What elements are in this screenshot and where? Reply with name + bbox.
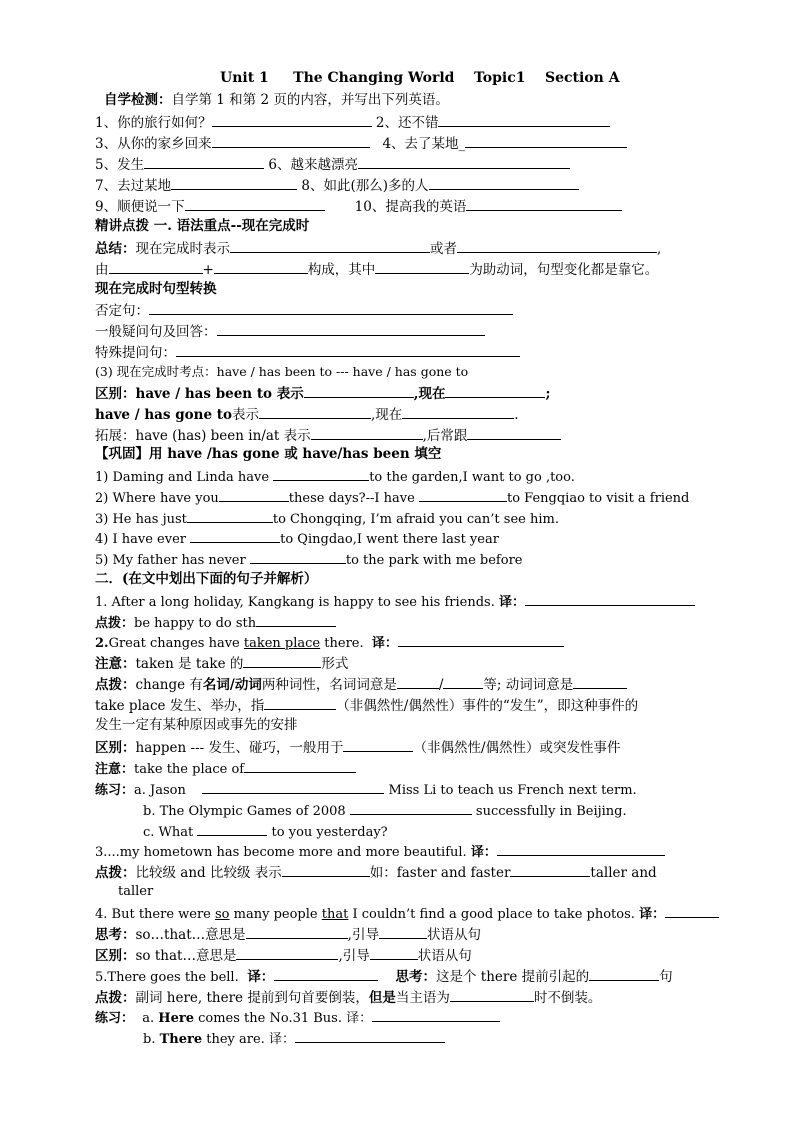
blank-line[interactable] [443, 674, 483, 689]
blank-line[interactable] [230, 238, 430, 253]
blank-line[interactable] [176, 342, 520, 357]
selfcheck-line: 自学检测：自学第 1 和第 2 页的内容，并写出下列英语。 [104, 92, 449, 108]
blank-line[interactable] [372, 1007, 500, 1022]
blank-line[interactable] [665, 903, 719, 918]
tip-5: 点拨：副词 here, there 提前到句首要倒装，但是当主语为 时不倒装。 [95, 987, 601, 1008]
note-take-place: 注意：take the place of [95, 758, 356, 779]
tip-1: 点拨：be happy to do sth [95, 612, 336, 633]
summary-line: 总结：现在完成时表示 或者 , [95, 238, 661, 259]
note-2: 注意：taken 是 take 的 形式 [95, 653, 348, 674]
sentence-4: 4. But there were so many people that I couldn’t find a good place to take photos. 译： [95, 903, 719, 924]
blank-line[interactable] [450, 987, 534, 1002]
page-title: Unit 1 The Changing World Topic1 Section A [220, 70, 620, 86]
blank-line[interactable] [398, 632, 564, 647]
practice-a: 练习：a. Jason Miss Li to teach us French next term. [95, 779, 637, 800]
blank-line[interactable] [214, 259, 308, 274]
vocab-row [95, 112, 610, 133]
vocab-row [95, 133, 627, 154]
vocab-item: 5、发生 [95, 157, 145, 173]
blank-line[interactable] [212, 133, 370, 148]
blank-line[interactable] [212, 112, 372, 127]
blank-line[interactable] [525, 591, 695, 606]
vocab-item: 2、还不错 [375, 115, 439, 131]
blank-line[interactable] [144, 154, 264, 169]
vocab-item: 10、提高我的英语 [354, 199, 467, 215]
tip-3-cont: taller [118, 884, 154, 899]
blank-line[interactable] [246, 924, 348, 939]
blank-line[interactable] [402, 404, 514, 419]
blank-line[interactable] [589, 966, 659, 981]
blank-line[interactable] [250, 549, 346, 564]
blank-line[interactable] [510, 862, 590, 877]
exercise-item: 4) I have ever to Qingdao,I went there last year [95, 528, 499, 549]
blank-line[interactable] [573, 674, 627, 689]
blank-line[interactable] [457, 238, 657, 253]
blank-line[interactable] [273, 466, 369, 481]
blank-line[interactable] [358, 154, 570, 169]
diff-happen: 区别：happen --- 发生、碰巧，一般用于 （非偶然性/偶然性）或突发性事件 [95, 737, 621, 758]
blank-line[interactable] [438, 112, 610, 127]
selfcheck-label: 自学检测： [104, 92, 172, 108]
blank-line[interactable] [187, 508, 273, 523]
blank-line[interactable] [190, 528, 280, 543]
blank-line[interactable] [243, 653, 321, 668]
summary-line-2: 由 + 构成，其中 为助动词，句型变化都是靠它。 [95, 259, 658, 280]
vocab-row [95, 196, 622, 217]
diff-line: 区别：have / has been to 表示 ,现在 ; [95, 383, 550, 404]
gone-line: have / has gone to表示 ,现在 . [95, 404, 519, 425]
practice-b: b. The Olympic Games of 2008 successfully in Beijing. [143, 800, 627, 821]
point3: (3) 现在完成时考点：have / has been to --- have / has gone to [95, 364, 469, 379]
vocab-row [95, 154, 570, 175]
part2-heading: 二．(在文中划出下面的句子并解析） [95, 571, 318, 587]
blank-line[interactable] [236, 945, 338, 960]
blank-line[interactable] [466, 196, 622, 211]
vocab-item: 9、顺便说一下 [95, 199, 185, 215]
tip-2: 点拨：change 有名词/动词两种词性，名词词意是 / 等; 动词词意是 [95, 674, 627, 695]
blank-line[interactable] [379, 924, 427, 939]
tip-2-cont2: 发生一定有某种原因或事先的安排 [95, 717, 298, 733]
blank-line[interactable] [264, 695, 336, 710]
wh-line: 特殊提问句： [95, 342, 520, 363]
blank-line[interactable] [274, 966, 378, 981]
blank-line[interactable] [185, 196, 325, 211]
tip-2-cont: take place 发生、举办，指 （非偶然性/偶然性）事件的“发生”，即这种事件的 [95, 695, 638, 716]
blank-line[interactable] [350, 800, 472, 815]
grammar-heading: 精讲点拨 一. 语法重点--现在完成时 [95, 218, 310, 234]
extension-line: 拓展：have (has) been in/at 表示 ,后常跟 [95, 425, 561, 446]
sentence-1: 1. After a long holiday, Kangkang is happy to see his friends. 译： [95, 591, 695, 612]
blank-line[interactable] [256, 612, 336, 627]
vocab-item: 8、如此(那么)多的人 [301, 178, 429, 194]
sentence-3: 3....my hometown has become more and more beautiful. 译： [95, 841, 665, 862]
blank-line[interactable] [217, 321, 485, 336]
blank-line[interactable] [171, 175, 297, 190]
blank-line[interactable] [259, 404, 371, 419]
blank-line[interactable] [202, 779, 384, 794]
practice-5b: b. There they are. 译： [143, 1028, 445, 1049]
blank-line[interactable] [375, 259, 469, 274]
blank-line[interactable] [304, 383, 414, 398]
vocab-item: 1、你的旅行如何？ [95, 115, 212, 131]
think-4: 思考：so…that…意思是 ,引导 状语从句 [95, 924, 481, 945]
exercise-item: 3) He has just to Chongqing, I’m afraid you can’t see him. [95, 508, 559, 529]
vocab-item: 4、去了某地_ [382, 136, 466, 152]
exercise-item: 1) Daming and Linda have to the garden,I want to go ,too. [95, 466, 575, 487]
diff-4: 区别：so that…意思是 ,引导 状语从句 [95, 945, 472, 966]
blank-line[interactable] [282, 862, 370, 877]
blank-line[interactable] [429, 175, 579, 190]
practice-c: c. What to you yesterday? [143, 821, 388, 842]
sentence-2: 2.Great changes have taken place there. 译： [95, 632, 564, 653]
question-line: 一般疑问句及回答： [95, 321, 485, 342]
transform-heading: 现在完成时句型转换 [95, 281, 217, 297]
blank-line[interactable] [467, 425, 561, 440]
blank-line[interactable] [445, 383, 545, 398]
blank-line[interactable] [343, 737, 413, 752]
blank-line[interactable] [109, 259, 203, 274]
sentence-5: 5.There goes the bell. 译： 思考：这是个 there 提前引起的 句 [95, 966, 673, 987]
blank-line[interactable] [497, 841, 665, 856]
blank-line[interactable] [219, 487, 289, 502]
vocab-row [95, 175, 579, 196]
blank-line[interactable] [244, 758, 356, 773]
vocab-item: 3、从你的家乡回来 [95, 136, 212, 152]
neg-line: 否定句： [95, 300, 513, 321]
exercise-item: 5) My father has never to the park with me before [95, 549, 522, 570]
practice-5a: 练习： a. Here comes the No.31 Bus. 译： [95, 1007, 500, 1028]
blank-line[interactable] [197, 821, 267, 836]
blank-line[interactable] [465, 133, 627, 148]
blank-line[interactable] [419, 487, 507, 502]
blank-line[interactable] [311, 425, 423, 440]
blank-line[interactable] [370, 945, 418, 960]
exercise-item: 2) Where have you these days?--I have to Fengqiao to visit a friend [95, 487, 689, 508]
tip-3: 点拨：比较级 and 比较级 表示 如：faster and faster taller and [95, 862, 657, 883]
vocab-item: 7、去过某地 [95, 178, 172, 194]
consolidate-heading: 【巩固】用 have /has gone 或 have/has been 填空 [95, 446, 442, 462]
blank-line[interactable] [397, 674, 439, 689]
vocab-item: 6、越来越漂亮 [268, 157, 358, 173]
blank-line[interactable] [295, 1028, 445, 1043]
blank-line[interactable] [149, 300, 513, 315]
